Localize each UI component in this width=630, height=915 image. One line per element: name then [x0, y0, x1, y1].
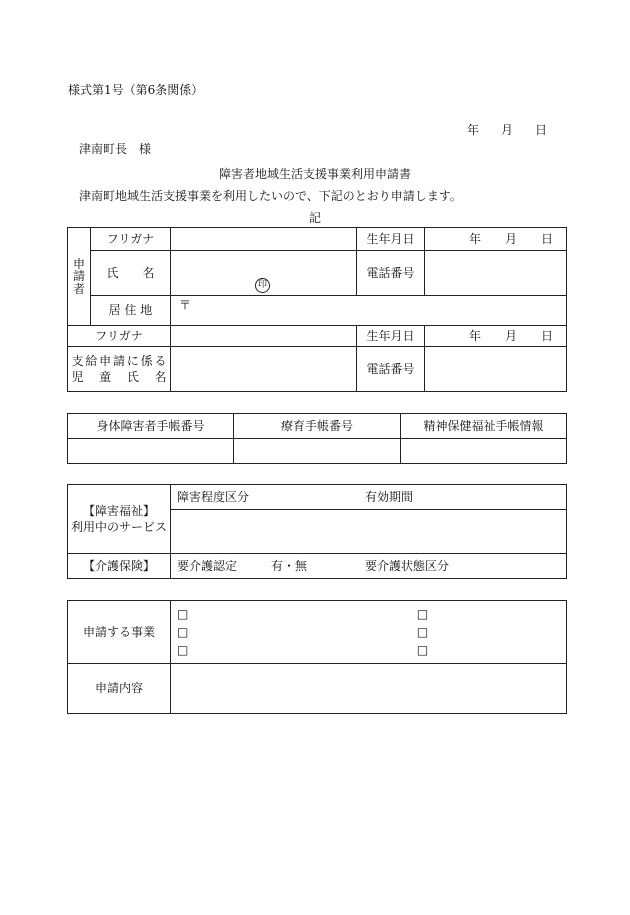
- care-level-label: 要介護状態区分: [365, 558, 450, 573]
- applicant-address-label: 居 住 地: [91, 296, 171, 326]
- date-day: 日: [535, 123, 548, 137]
- applicant-table: [67, 227, 567, 392]
- date-year: 年: [467, 123, 480, 137]
- mental-handbook-field[interactable]: [401, 439, 567, 464]
- applicant-furigana-label: フリガナ: [91, 228, 171, 251]
- project-checkbox-area: [171, 601, 567, 664]
- project-checkbox[interactable]: □: [416, 607, 429, 621]
- project-checkbox[interactable]: □: [177, 607, 189, 621]
- welfare-services-field[interactable]: [171, 510, 567, 554]
- physical-handbook-field[interactable]: [68, 439, 234, 464]
- degree-label: 障害程度区分: [177, 489, 250, 504]
- applicant-furigana-field[interactable]: [171, 228, 357, 251]
- care-insurance-row: [171, 554, 567, 579]
- applicant-phone-label: 電話番号: [357, 251, 425, 296]
- project-label: 申請する事業: [68, 601, 171, 664]
- date-month: 月: [501, 123, 514, 137]
- welfare-degree-row: [171, 485, 567, 510]
- project-checkbox[interactable]: □: [416, 643, 429, 657]
- applicant-birthdate-field[interactable]: 年 月 日: [425, 228, 567, 251]
- intro-text: 津南町地域生活支援事業を利用したいので、下記のとおり申請します。: [79, 189, 462, 203]
- applicant-birthdate-label: 生年月日: [357, 228, 425, 251]
- applicant-address-field[interactable]: [171, 296, 567, 326]
- details-field[interactable]: [171, 664, 567, 714]
- applicant-name-label: 氏 名: [91, 251, 171, 296]
- details-label: 申請内容: [68, 664, 171, 714]
- request-table: [67, 600, 567, 714]
- child-birthdate-label: 生年月日: [357, 326, 425, 347]
- child-name-label: 支給申請に係る 児 童 氏 名: [68, 347, 171, 392]
- services-table: [67, 484, 567, 579]
- care-cert-options[interactable]: 有・無: [271, 558, 308, 573]
- child-birthdate-field[interactable]: 年 月 日: [425, 326, 567, 347]
- applicant-section-label: 申 請 者: [68, 228, 91, 326]
- validity-label: 有効期間: [365, 489, 414, 504]
- child-phone-field[interactable]: [425, 347, 567, 392]
- form-number: 様式第1号（第6条関係）: [68, 83, 204, 97]
- rehab-handbook-header: 療育手帳番号: [234, 414, 401, 439]
- mental-handbook-header: 精神保健福祉手帳情報: [401, 414, 567, 439]
- child-phone-label: 電話番号: [357, 347, 425, 392]
- postal-mark: 〒: [179, 298, 192, 312]
- checkbox-column-left: [177, 605, 413, 659]
- applicant-name-field[interactable]: [171, 251, 357, 296]
- welfare-services-label: 【障害福祉】 利用中のサービス: [68, 485, 171, 554]
- care-insurance-label: 【介護保険】: [68, 554, 171, 579]
- submission-date: [467, 124, 557, 136]
- ki-marker: 記: [308, 211, 321, 225]
- handbook-table: [67, 413, 567, 464]
- child-furigana-label: フリガナ: [68, 326, 171, 347]
- checkbox-column-right: [417, 605, 428, 659]
- care-cert-label: 要介護認定: [177, 558, 238, 573]
- child-name-field[interactable]: [171, 347, 357, 392]
- child-furigana-field[interactable]: [171, 326, 357, 347]
- form-title: 障害者地域生活支援事業利用申請書: [218, 167, 411, 181]
- applicant-phone-field[interactable]: [425, 251, 567, 296]
- project-checkbox[interactable]: □: [177, 643, 189, 657]
- rehab-handbook-field[interactable]: [234, 439, 401, 464]
- project-checkbox[interactable]: □: [416, 625, 429, 639]
- seal-mark: 印: [255, 278, 270, 293]
- physical-handbook-header: 身体障害者手帳番号: [68, 414, 234, 439]
- addressee: 津南町長 様: [79, 142, 152, 156]
- project-checkbox[interactable]: □: [177, 625, 189, 639]
